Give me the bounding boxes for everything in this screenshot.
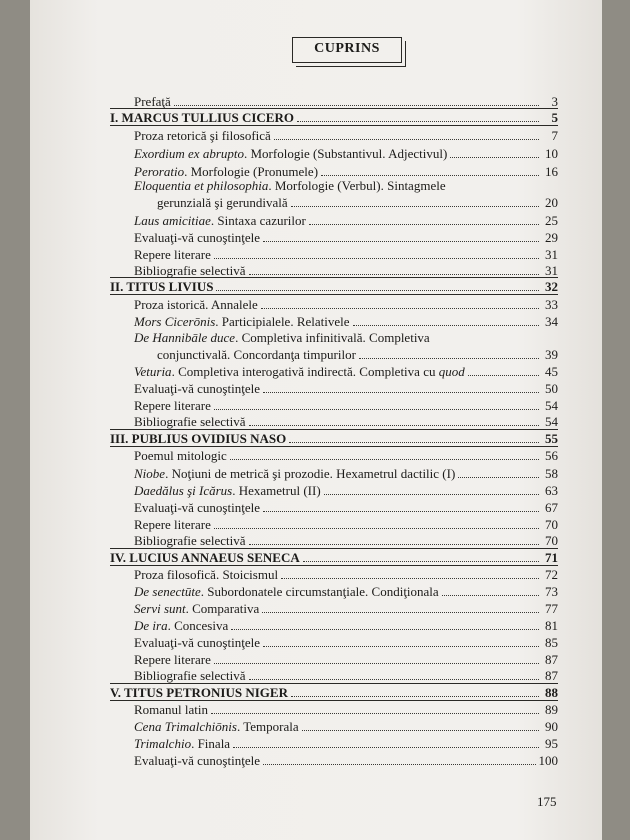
toc-page-number: 56 xyxy=(545,448,558,463)
toc-entry-title xyxy=(134,652,211,667)
toc-leader-dots xyxy=(261,307,539,309)
toc-entry-title xyxy=(134,146,447,161)
chapter-rule xyxy=(110,700,558,701)
toc-entry-row xyxy=(134,718,558,734)
toc-italic-text: quod xyxy=(438,364,465,379)
chapter-rule xyxy=(110,429,558,430)
toc-page-number: 63 xyxy=(545,483,558,498)
toc-entry-row xyxy=(134,177,558,193)
toc-entry-title xyxy=(134,364,465,379)
toc-leader-dots xyxy=(263,240,539,242)
toc-page-number: 100 xyxy=(538,753,558,768)
toc-page-number: 90 xyxy=(545,719,558,734)
chapter-rule xyxy=(110,108,558,109)
toc-entry-title xyxy=(110,685,288,700)
toc-entry-title xyxy=(110,110,294,125)
toc-page-number: 70 xyxy=(545,533,558,548)
toc-entry-row xyxy=(134,212,558,228)
toc-entry-row xyxy=(134,127,558,143)
toc-leader-dots xyxy=(281,577,539,579)
toc-entry-row xyxy=(134,516,558,532)
toc-text: Bibliografie selectivă xyxy=(134,533,246,548)
toc-leader-dots xyxy=(321,174,539,176)
toc-text: . Temporala xyxy=(236,719,299,734)
toc-text: V. TITUS PETRONIUS NIGER xyxy=(110,685,288,700)
toc-entry-title xyxy=(134,381,260,396)
toc-page-number: 89 xyxy=(545,702,558,717)
toc-text: Evaluaţi-vă cunoştinţele xyxy=(134,753,260,768)
toc-page-number: 73 xyxy=(545,584,558,599)
toc-chapter-row xyxy=(110,430,558,446)
toc-page-number: 25 xyxy=(545,213,558,228)
toc-entry-title xyxy=(134,635,260,650)
toc-entry-row xyxy=(134,651,558,667)
toc-leader-dots xyxy=(231,628,539,630)
toc-italic-text: Laus amicitiae xyxy=(134,213,211,228)
toc-leader-dots xyxy=(263,391,539,393)
toc-entry-title xyxy=(134,618,228,633)
toc-page-number: 50 xyxy=(545,381,558,396)
toc-chapter-row xyxy=(110,278,558,294)
toc-entry-row xyxy=(134,397,558,413)
toc-leader-dots xyxy=(249,273,539,275)
toc-page-number: 95 xyxy=(545,736,558,751)
chapter-rule xyxy=(110,548,558,549)
toc-entry-title xyxy=(134,517,211,532)
toc-entry-title xyxy=(134,330,430,345)
toc-page-number: 55 xyxy=(545,431,558,446)
toc-italic-text: Trimalchio xyxy=(134,736,192,751)
toc-text: . Morfologie (Verbul). Sintagmele xyxy=(268,178,446,193)
toc-italic-text: Eloquentia et philosophia xyxy=(134,178,269,193)
toc-entry-title xyxy=(134,178,446,193)
toc-entry-title xyxy=(134,483,321,498)
toc-text: Poemul mitologic xyxy=(134,448,227,463)
toc-text: III. PUBLIUS OVIDIUS NASO xyxy=(110,431,287,446)
toc-italic-text: De Hannibāle duce xyxy=(134,330,236,345)
toc-leader-dots xyxy=(214,662,539,664)
toc-page-number: 88 xyxy=(545,685,558,700)
toc-text: . Morfologie (Substantivul. Adjectivul) xyxy=(244,146,448,161)
toc-entry-row xyxy=(134,634,558,650)
toc-page-number: 87 xyxy=(545,652,558,667)
toc-text: Repere literare xyxy=(134,652,211,667)
toc-italic-text: Niobe xyxy=(134,466,166,481)
toc-entry-row xyxy=(157,194,558,210)
chapter-rule xyxy=(110,277,558,278)
toc-entry-title xyxy=(157,195,288,210)
toc-entry-title xyxy=(134,263,246,278)
toc-page-number: 16 xyxy=(545,164,558,179)
toc-page-number: 39 xyxy=(545,347,558,362)
toc-page-number: 20 xyxy=(545,195,558,210)
toc-leader-dots xyxy=(303,560,539,562)
toc-entry-title xyxy=(110,550,300,565)
page-title: CUPRINS xyxy=(292,37,402,63)
toc-text: Bibliografie selectivă xyxy=(134,668,246,683)
toc-text: Evaluaţi-vă cunoştinţele xyxy=(134,500,260,515)
toc-entry-row xyxy=(134,296,558,312)
toc-entry-row xyxy=(134,735,558,751)
toc-entry-row xyxy=(134,752,558,768)
toc-entry-title xyxy=(157,347,356,362)
toc-leader-dots xyxy=(468,374,539,376)
toc-page-number: 71 xyxy=(545,550,558,565)
toc-entry-title xyxy=(134,533,246,548)
toc-leader-dots xyxy=(291,695,539,697)
toc-page-number: 81 xyxy=(545,618,558,633)
toc-entry-row xyxy=(134,532,558,548)
toc-page-number: 85 xyxy=(545,635,558,650)
toc-text: . Completiva infinitivală. Completiva xyxy=(235,330,430,345)
toc-entry-title xyxy=(134,500,260,515)
toc-leader-dots xyxy=(458,476,539,478)
toc-text: Repere literare xyxy=(134,398,211,413)
toc-page-number: 70 xyxy=(545,517,558,532)
toc-entry-row xyxy=(134,447,558,463)
chapter-rule xyxy=(110,683,558,684)
toc-entry-row xyxy=(134,465,558,481)
toc-italic-text: Exordium ex abrupto xyxy=(134,146,244,161)
toc-entry-row xyxy=(134,145,558,161)
toc-entry-title xyxy=(134,466,455,481)
toc-entry-title xyxy=(134,702,208,717)
toc-leader-dots xyxy=(450,156,539,158)
toc-leader-dots xyxy=(214,527,539,529)
toc-page-number: 72 xyxy=(545,567,558,582)
toc-text: Evaluaţi-vă cunoştinţele xyxy=(134,635,260,650)
toc-entry-title xyxy=(134,230,260,245)
toc-leader-dots xyxy=(353,324,539,326)
toc-text: Bibliografie selectivă xyxy=(134,263,246,278)
toc-text: . Comparativa xyxy=(185,601,260,616)
toc-leader-dots xyxy=(263,510,539,512)
toc-entry-title xyxy=(134,584,439,599)
toc-entry-title xyxy=(134,94,171,109)
toc-entry-title xyxy=(134,668,246,683)
toc-page-number: 87 xyxy=(545,668,558,683)
toc-leader-dots xyxy=(359,357,539,359)
toc-chapter-row xyxy=(110,109,558,125)
toc-page-number: 54 xyxy=(545,414,558,429)
toc-entry-row xyxy=(134,363,558,379)
toc-italic-text: Daedălus şi Icărus xyxy=(134,483,233,498)
page-number: 175 xyxy=(537,794,557,809)
toc-page-number: 29 xyxy=(545,230,558,245)
toc-page-number: 33 xyxy=(545,297,558,312)
toc-chapter-row xyxy=(110,684,558,700)
toc-leader-dots xyxy=(324,493,539,495)
toc-leader-dots xyxy=(274,138,539,140)
toc-entry-title xyxy=(134,448,227,463)
toc-leader-dots xyxy=(230,458,539,460)
toc-page-number: 31 xyxy=(545,263,558,278)
toc-text: . Subordonatele circumstanţiale. Condiţionala xyxy=(200,584,439,599)
toc-entry-row xyxy=(134,413,558,429)
toc-entry-row xyxy=(134,262,558,278)
toc-entry-row xyxy=(134,701,558,717)
toc-entry-title xyxy=(134,128,271,143)
toc-text: Prefaţă xyxy=(134,94,171,109)
toc-page-number: 3 xyxy=(551,94,558,109)
toc-leader-dots xyxy=(302,729,539,731)
toc-entry-row xyxy=(134,380,558,396)
toc-text: Bibliografie selectivă xyxy=(134,414,246,429)
toc-entry-row xyxy=(157,346,558,362)
toc-entry-title xyxy=(134,753,260,768)
chapter-rule xyxy=(110,446,558,447)
toc-text: Repere literare xyxy=(134,517,211,532)
toc-leader-dots xyxy=(263,763,536,765)
toc-entry-title xyxy=(110,431,286,446)
toc-italic-text: De ira xyxy=(134,618,168,633)
toc-leader-dots xyxy=(249,543,539,545)
toc-text: Proza filosofică. Stoicismul xyxy=(134,567,279,582)
toc-entry-title xyxy=(134,297,258,312)
toc-italic-text: Mors Cicerōnis xyxy=(134,314,216,329)
chapter-rule xyxy=(110,565,558,566)
toc-entry-row xyxy=(134,313,558,329)
toc-entry-title xyxy=(134,567,278,582)
toc-entry-title xyxy=(134,736,230,751)
toc-text: . Completiva interogativă indirectă. Completiva cu xyxy=(171,364,439,379)
toc-leader-dots xyxy=(442,594,539,596)
toc-page-number: 45 xyxy=(545,364,558,379)
toc-italic-text: De senectūte xyxy=(134,584,201,599)
toc-page-number: 7 xyxy=(551,128,558,143)
toc-text: Evaluaţi-vă cunoştinţele xyxy=(134,230,260,245)
toc-entry-row xyxy=(134,229,558,245)
toc-text: . Sintaxa cazurilor xyxy=(210,213,306,228)
toc-text: Proza retorică şi filosofică xyxy=(134,128,271,143)
toc-leader-dots xyxy=(216,289,539,291)
toc-page-number: 10 xyxy=(545,146,558,161)
toc-entry-title xyxy=(134,314,350,329)
toc-text: . Hexametrul (II) xyxy=(232,483,321,498)
toc-italic-text: Cena Trimalchiōnis xyxy=(134,719,237,734)
toc-entry-row xyxy=(134,667,558,683)
toc-leader-dots xyxy=(291,205,539,207)
toc-leader-dots xyxy=(249,678,539,680)
chapter-rule xyxy=(110,125,558,126)
toc-text: . Noţiuni de metrică şi prozodie. Hexametrul dactilic (I) xyxy=(165,466,456,481)
toc-entry-title xyxy=(134,247,211,262)
toc-entry-row xyxy=(134,600,558,616)
toc-entry-row xyxy=(134,583,558,599)
toc-text: II. TITUS LIVIUS xyxy=(110,279,214,294)
toc-leader-dots xyxy=(309,223,539,225)
toc-page-number: 32 xyxy=(545,279,558,294)
chapter-rule xyxy=(110,294,558,295)
toc-italic-text: Veturia xyxy=(134,364,172,379)
toc-leader-dots xyxy=(214,408,539,410)
toc-entry-row xyxy=(134,499,558,515)
toc-page-number: 58 xyxy=(545,466,558,481)
toc-leader-dots xyxy=(262,611,539,613)
toc-text: Evaluaţi-vă cunoştinţele xyxy=(134,381,260,396)
toc-text: Proza istorică. Annalele xyxy=(134,297,258,312)
toc-italic-text: Servi sunt xyxy=(134,601,186,616)
toc-text: conjunctivală. Concordanţa timpurilor xyxy=(157,347,356,362)
toc-leader-dots xyxy=(211,712,539,714)
toc-chapter-row xyxy=(110,549,558,565)
toc-page-number: 54 xyxy=(545,398,558,413)
toc-text: . Morfologie (Pronumele) xyxy=(184,164,319,179)
toc-leader-dots xyxy=(297,120,539,122)
toc-entry-title xyxy=(134,414,246,429)
table-of-contents xyxy=(30,0,602,840)
toc-leader-dots xyxy=(289,441,539,443)
toc-page-number: 67 xyxy=(545,500,558,515)
toc-entry-title xyxy=(134,398,211,413)
toc-entry-title xyxy=(134,213,306,228)
toc-entry-title xyxy=(134,601,259,616)
toc-text: Romanul latin xyxy=(134,702,209,717)
toc-text: . Concesiva xyxy=(167,618,229,633)
toc-entry-row xyxy=(134,566,558,582)
toc-leader-dots xyxy=(214,257,539,259)
toc-leader-dots xyxy=(263,645,539,647)
toc-entry-row xyxy=(134,329,558,345)
toc-entry-row xyxy=(134,617,558,633)
toc-entry-title xyxy=(134,719,299,734)
toc-text: I. MARCUS TULLIUS CICERO xyxy=(110,110,294,125)
toc-entry-title xyxy=(110,279,213,294)
book-page xyxy=(30,0,602,840)
toc-page-number: 31 xyxy=(545,247,558,262)
toc-leader-dots xyxy=(233,746,539,748)
toc-page-number: 34 xyxy=(545,314,558,329)
toc-leader-dots xyxy=(174,104,539,106)
toc-text: IV. LUCIUS ANNAEUS SENECA xyxy=(110,550,300,565)
toc-entry-row xyxy=(134,482,558,498)
toc-text: . Participialele. Relativele xyxy=(215,314,350,329)
toc-page-number: 77 xyxy=(545,601,558,616)
toc-italic-text: Peroratio xyxy=(134,164,185,179)
toc-leader-dots xyxy=(249,424,539,426)
toc-entry-row xyxy=(134,93,558,109)
toc-page-number: 5 xyxy=(551,110,558,125)
toc-entry-row xyxy=(134,246,558,262)
toc-text: gerunzială şi gerundivală xyxy=(157,195,288,210)
toc-text: Repere literare xyxy=(134,247,211,262)
toc-text: . Finala xyxy=(191,736,231,751)
